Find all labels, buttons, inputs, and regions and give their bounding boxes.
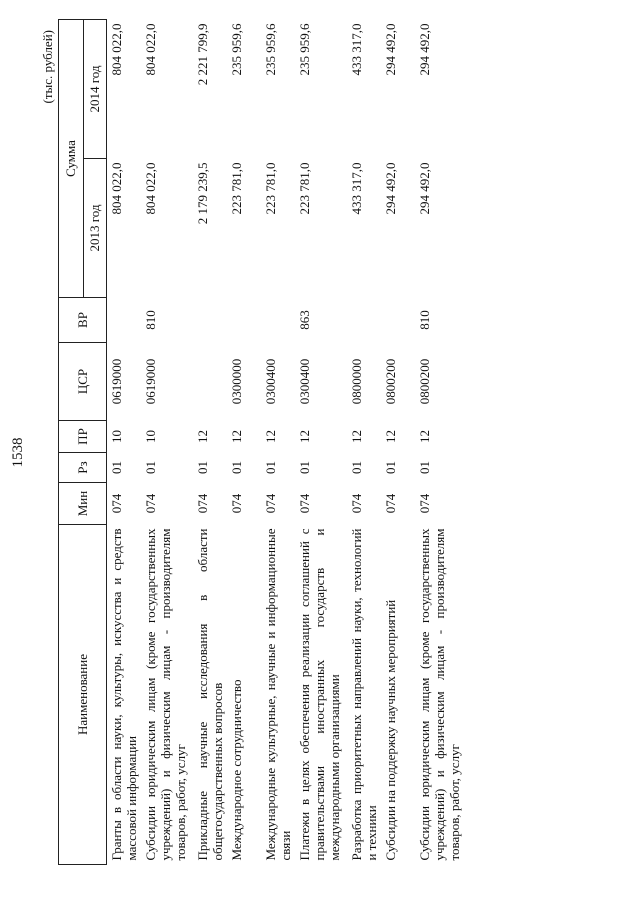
row-pr: 10	[143, 430, 158, 443]
row-2014: 235 959,6	[297, 23, 312, 76]
header-csr: ЦСР	[59, 343, 107, 421]
row-min: 074	[263, 493, 278, 514]
header-2013: 2013 год	[84, 159, 107, 298]
row-name: Разработка приоритетных направлений науки, технологий и техники	[349, 528, 379, 861]
row-2014: 235 959,6	[229, 23, 244, 76]
row-vr: 810	[143, 310, 158, 330]
row-pr: 12	[297, 430, 312, 443]
units-label: (тыс. рублей)	[40, 30, 55, 104]
table-row	[415, 20, 467, 865]
row-name: Субсидии юридическим лицам (кроме государственных учреждений) и физическим лицам - производителям товаров, работ, услуг	[417, 528, 462, 861]
row-vr	[347, 298, 381, 343]
row-vr: 810	[417, 310, 432, 330]
row-csr: 0619000	[143, 358, 158, 405]
row-2014: 433 317,0	[349, 23, 364, 76]
budget-table	[58, 19, 467, 865]
header-pr: ПР	[59, 421, 107, 453]
row-name: Прикладные научные исследования в области общегосударственных вопросов	[195, 528, 225, 861]
row-rz: 01	[195, 461, 210, 474]
row-name: Гранты в области науки, культуры, искусства и средств массовой информации	[109, 528, 139, 861]
row-name: Субсидии юридическим лицам (кроме государственных учреждений) и физическим лицам - производителям товаров, работ, услуг	[143, 528, 188, 861]
row-vr	[381, 298, 415, 343]
table-row	[261, 20, 295, 865]
row-2013: 223 781,0	[263, 162, 278, 215]
table-row	[227, 20, 261, 865]
header-sum: Сумма	[59, 20, 84, 298]
row-vr	[107, 298, 142, 343]
row-rz: 01	[109, 461, 124, 474]
row-csr	[193, 343, 227, 421]
row-rz: 01	[417, 461, 432, 474]
table-row	[141, 20, 193, 865]
row-pr: 12	[349, 430, 364, 443]
header-2014: 2014 год	[84, 20, 107, 159]
row-rz: 01	[297, 461, 312, 474]
row-min: 074	[109, 493, 124, 514]
row-csr: 0300400	[297, 358, 312, 405]
row-vr	[261, 298, 295, 343]
row-2013: 433 317,0	[349, 162, 364, 215]
row-2013: 804 022,0	[109, 162, 124, 215]
table-row	[381, 20, 415, 865]
row-vr	[227, 298, 261, 343]
row-pr: 10	[109, 430, 124, 443]
row-name: Субсидии на поддержку научных мероприятий	[383, 599, 398, 861]
row-2013: 223 781,0	[297, 162, 312, 215]
row-2013: 223 781,0	[229, 162, 244, 215]
row-csr: 0800000	[349, 358, 364, 405]
row-rz: 01	[263, 461, 278, 474]
row-pr: 12	[229, 430, 244, 443]
row-min: 074	[383, 493, 398, 514]
row-csr: 0300000	[229, 358, 244, 405]
header-vr: ВР	[59, 298, 107, 343]
table-row	[193, 20, 227, 865]
row-csr: 0300400	[263, 358, 278, 405]
row-2014: 294 492,0	[383, 23, 398, 76]
row-rz: 01	[383, 461, 398, 474]
page-number: 1538	[10, 437, 26, 468]
row-min: 074	[297, 493, 312, 514]
table-row	[107, 20, 142, 865]
row-name: Международные культурные, научные и информационные связи	[263, 528, 293, 861]
table-row	[347, 20, 381, 865]
row-pr: 12	[383, 430, 398, 443]
row-vr: 863	[297, 310, 312, 330]
row-2013: 294 492,0	[383, 162, 398, 215]
row-min: 074	[143, 493, 158, 514]
row-csr: 0619000	[109, 358, 124, 405]
header-rz: Рз	[59, 453, 107, 483]
row-min: 074	[195, 493, 210, 514]
row-2014: 804 022,0	[109, 23, 124, 76]
row-name: Международное сотрудничество	[229, 679, 244, 861]
header-name: Наименование	[59, 525, 107, 865]
row-2014: 2 221 799,9	[195, 23, 210, 86]
row-pr: 12	[195, 430, 210, 443]
row-rz: 01	[349, 461, 364, 474]
row-2014: 235 959,6	[263, 23, 278, 76]
row-name: Платежи в целях обеспечения реализации соглашений с правительствами иностранных государств и международными организациями	[297, 528, 342, 861]
row-rz: 01	[143, 461, 158, 474]
header-min: Мин	[59, 483, 107, 525]
row-pr: 12	[263, 430, 278, 443]
row-2014: 294 492,0	[417, 23, 432, 76]
table-row	[295, 20, 347, 865]
row-rz: 01	[229, 461, 244, 474]
row-csr: 0800200	[383, 358, 398, 405]
row-2014: 804 022,0	[143, 23, 158, 76]
row-2013: 2 179 239,5	[195, 162, 210, 225]
row-2013: 804 022,0	[143, 162, 158, 215]
row-min: 074	[349, 493, 364, 514]
row-min: 074	[229, 493, 244, 514]
row-csr: 0800200	[417, 358, 432, 405]
row-pr: 12	[417, 430, 432, 443]
row-vr	[193, 298, 227, 343]
row-min: 074	[417, 493, 432, 514]
row-2013: 294 492,0	[417, 162, 432, 215]
